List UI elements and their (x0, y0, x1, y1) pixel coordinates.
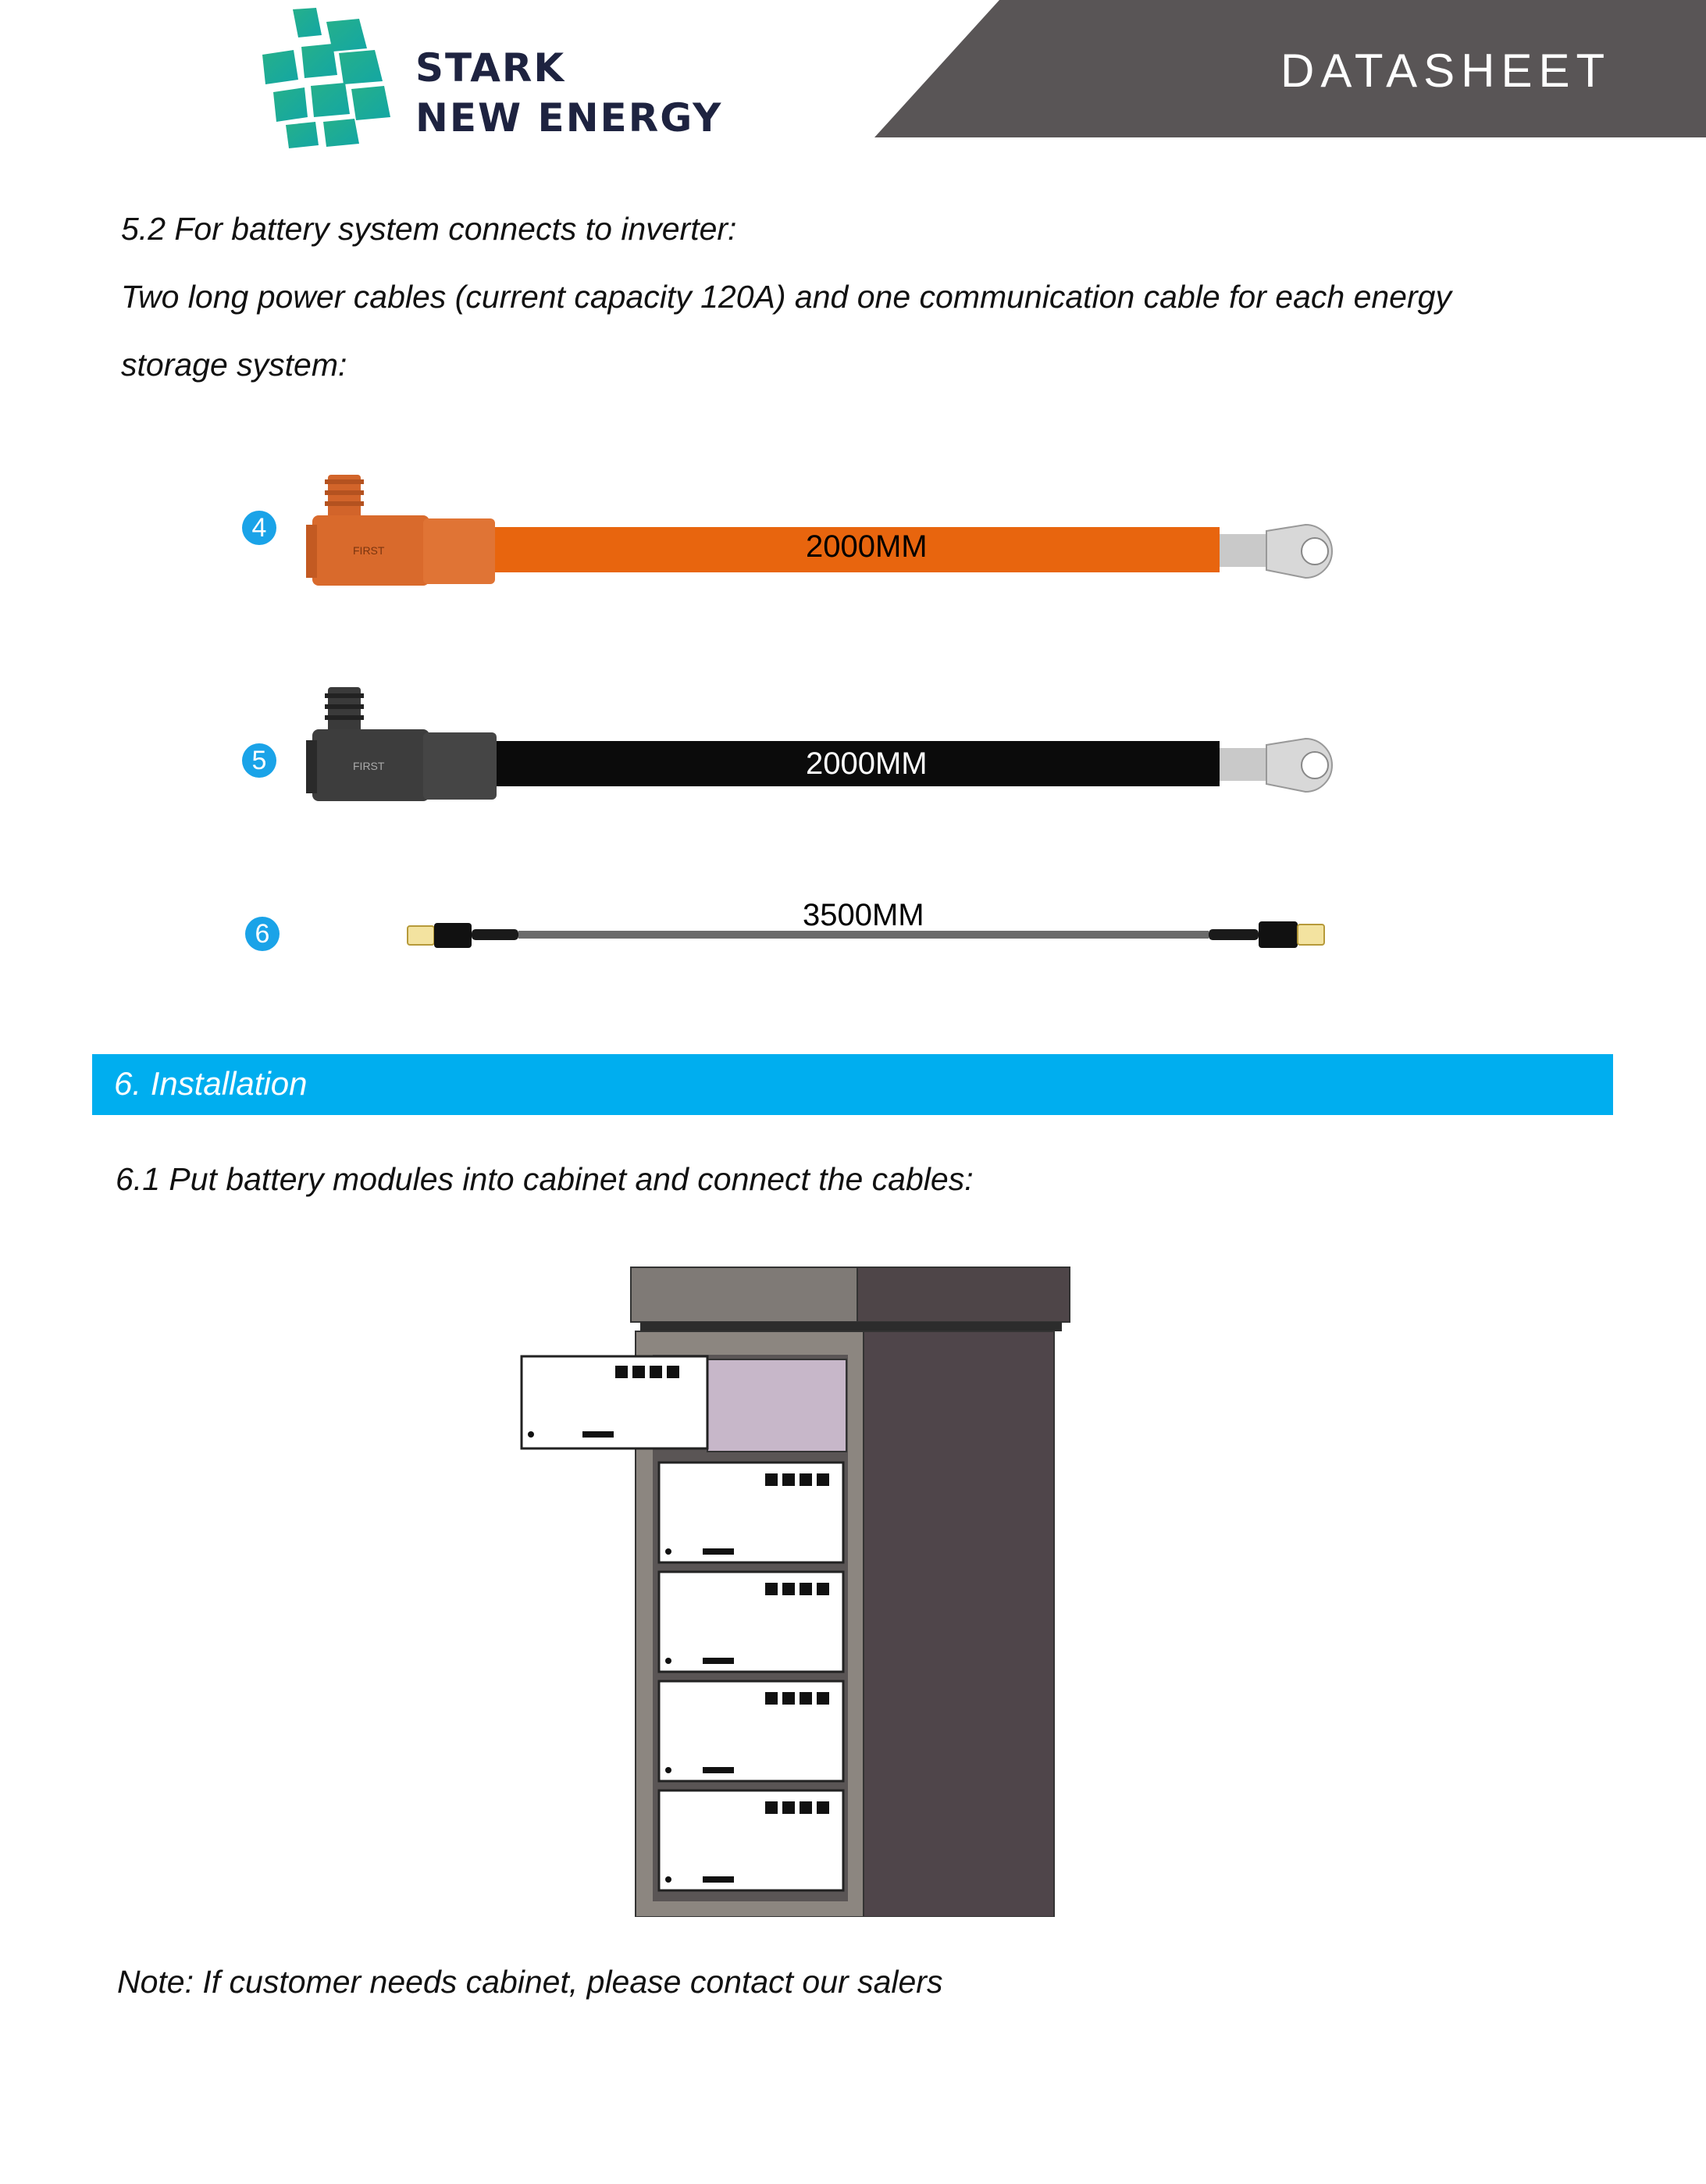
section-title: 6. Installation (114, 1065, 308, 1102)
cable-number-badge: 6 (245, 917, 280, 951)
brand-name-line2: NEW ENERGY (415, 95, 723, 141)
cable-number-badge: 4 (242, 511, 276, 545)
section-5-2-desc-line1: Two long power cables (current capacity 120A) and one communication cable for each energy (121, 279, 1451, 315)
cable-length-label: 2000MM (806, 746, 928, 781)
cable-number-badge: 5 (242, 743, 276, 778)
section-header-bar (92, 1054, 1613, 1115)
cable-length-label: 3500MM (803, 898, 924, 932)
section-5-2-desc-line2: storage system: (121, 347, 347, 383)
section-6-1-heading: 6.1 Put battery modules into cabinet and connect the cables: (116, 1161, 974, 1197)
svg-text:FIRST: FIRST (353, 760, 385, 772)
section-5-2-heading: 5.2 For battery system connects to inverter: (121, 211, 737, 247)
cable-length-label: 2000MM (806, 529, 928, 564)
logo-icon (258, 8, 414, 148)
doc-type-label: DATASHEET (1280, 45, 1612, 97)
cabinet-note: Note: If customer needs cabinet, please contact our salers (117, 1964, 943, 2000)
svg-text:FIRST: FIRST (353, 544, 385, 557)
brand-name-line1: STARK (415, 45, 566, 91)
battery-cabinet-illustration (515, 1261, 1077, 1917)
